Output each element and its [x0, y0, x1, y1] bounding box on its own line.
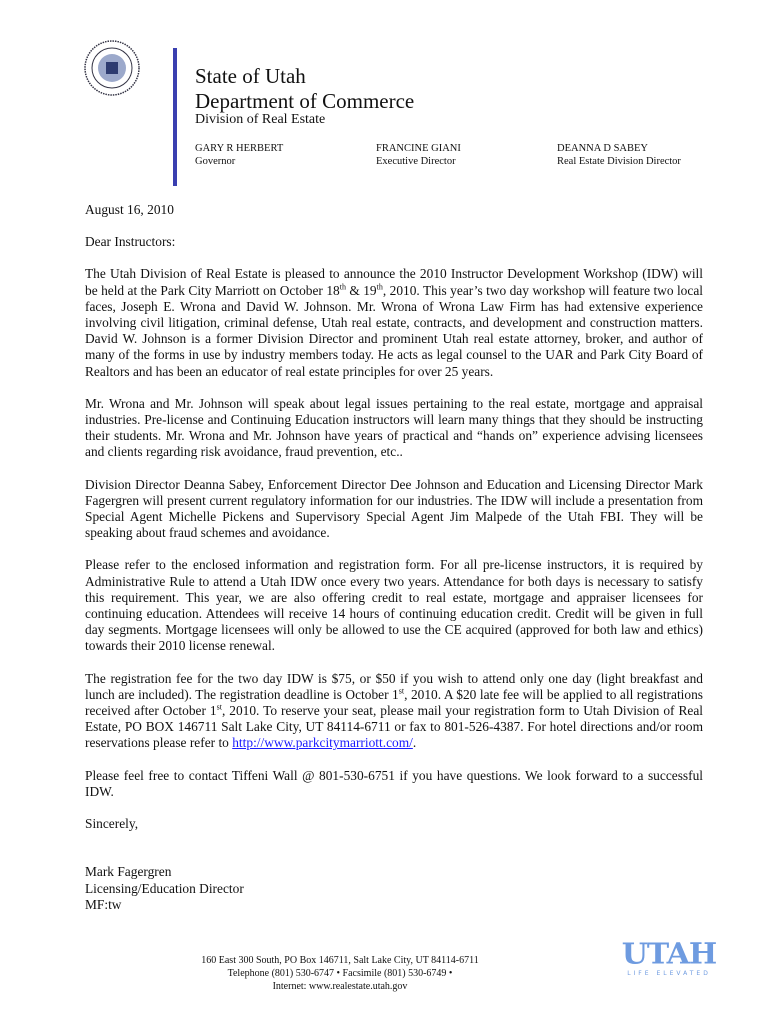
paragraph-6 — [85, 768, 703, 800]
website: Internet: www.realestate.utah.gov — [272, 981, 408, 992]
text-segment: & 19 — [345, 282, 377, 298]
text-segment: , 2010. This year’s two day workshop will feature two local faces, Joseph E. Wrona and David W. Johnson. Mr. Wrona of Wrona Law Firm has had extensive experience involving civil litigation, criminal defense, Utah real estate, contracts, and development and construction matters. David W. Johnson is a former Division Director and prominent Utah real estate attorney, broker, and author of many of the forms in use by industry members today. He acts as legal counsel to the UAR and Park City Board of Realtors and has been an educator of real estate principles for over 25 years. — [85, 282, 703, 379]
signer-name: Mark Fagergren — [85, 864, 172, 880]
address: 160 East 300 South, PO Box 146711, Salt Lake City, UT 84114-6711 — [201, 955, 479, 966]
letter-body — [85, 202, 703, 913]
phone-fax: Telephone (801) 530-6747 • Facsimile (801) 530-6749 • — [227, 968, 453, 979]
ordinal-suffix: th — [339, 282, 346, 292]
initials: MF:tw — [85, 896, 122, 912]
text-segment: . — [412, 735, 417, 751]
official-division-director — [557, 142, 681, 168]
salutation: Dear Instructors: — [85, 234, 176, 250]
signer-title: Licensing/Education Director — [85, 880, 244, 896]
text-segment: The Utah Division of Real Estate is pleased to announce the 2010 Instructor Development Workshop (IDW) will be held at the Park City Marriott on October 18 — [85, 266, 703, 298]
letter-date: August 16, 2010 — [85, 202, 174, 217]
official-name: FRANCINE GIANI — [376, 143, 461, 154]
text-segment: The registration fee for the two day IDW is $75, or $50 if you wish to attend only one day (light breakfast and lunch are included). The registration deadline is October 1 — [85, 670, 703, 702]
paragraph-3 — [85, 477, 703, 542]
ordinal-suffix: st — [398, 686, 405, 696]
official-role: Executive Director — [376, 156, 456, 167]
footer-address — [190, 954, 490, 993]
paragraph-4 — [85, 557, 703, 654]
official-name: GARY R HERBERT — [195, 143, 284, 154]
department-name: Department of Commerce — [195, 89, 415, 113]
utah-logo — [613, 937, 725, 977]
text-segment: , 2010. To reserve your seat, please mail your registration form to Utah Division of Real Estate, PO BOX 146711 Salt Lake City, UT 84114-6711 or fax to 801-526-4387. For hotel directions and/or room reservations please refer to — [85, 703, 703, 751]
paragraph-1 — [85, 266, 703, 379]
official-executive-director — [376, 142, 461, 168]
ordinal-suffix: st — [216, 702, 222, 712]
text-segment: Please feel free to contact Tiffeni Wall @ 801-530-6751 if you have questions. We look forward to a successful IDW. — [85, 767, 703, 799]
official-role: Real Estate Division Director — [557, 156, 681, 167]
logo-tagline: LIFE ELEVATED — [627, 970, 711, 977]
official-name: DEANNA D SABEY — [557, 143, 649, 154]
official-governor — [195, 142, 283, 168]
text-segment: Please refer to the enclosed information and registration form. For all pre-license instructors, it is required by Administrative Rule to attend a Utah IDW once every two years. Attendance for both days is necessary to satisfy this requirement. This year, we are also offering credit to real estate, mortgage and appraiser licensees for continuing education. Attendees will receive 14 hours of continuing education credit. Credit will be given in full day segments. Mortgage licensees will only be allowed to use the CE acquired (approved for both law and ethics) towards their 2010 license renewal. — [85, 557, 703, 654]
text-segment: , 2010. A $20 late fee will be applied to all registrations received after October 1 — [85, 686, 703, 719]
paragraph-2 — [85, 396, 703, 461]
text-segment: Mr. Wrona and Mr. Johnson will speak about legal issues pertaining to the real estate, mortgage and appraisal industries. Pre-license and Continuing Education instructors will learn many things that they should be instructing their students. Mr. Wrona and Mr. Johnson have years of practical and “hands on” experience advising licensees and clients regarding risk avoidance, fraud prevention, etc.. — [85, 395, 703, 460]
text-segment: Division Director Deanna Sabey, Enforcement Director Dee Johnson and Education and Licensing Director Mark Fagergren will present current regulatory information for our industries. The IDW will include a presentation from Special Agent Michelle Pickens and Supervisory Special Agent Jim Malpede of the Utah FBI. They will be speaking about fraud schemes and avoidance. — [85, 476, 703, 541]
header-divider — [173, 48, 177, 186]
ordinal-suffix: th — [376, 282, 383, 292]
state-seal-icon — [84, 40, 140, 96]
letterhead-title — [195, 64, 414, 114]
state-name: State of Utah — [195, 64, 306, 88]
official-role: Governor — [195, 156, 236, 167]
hotel-link[interactable]: http://www.parkcitymarriott.com/ — [232, 735, 413, 751]
division-name: Division of Real Estate — [195, 112, 326, 127]
paragraph-5 — [85, 671, 703, 752]
logo-word: UTAH — [621, 937, 717, 972]
closing: Sincerely, — [85, 816, 139, 832]
